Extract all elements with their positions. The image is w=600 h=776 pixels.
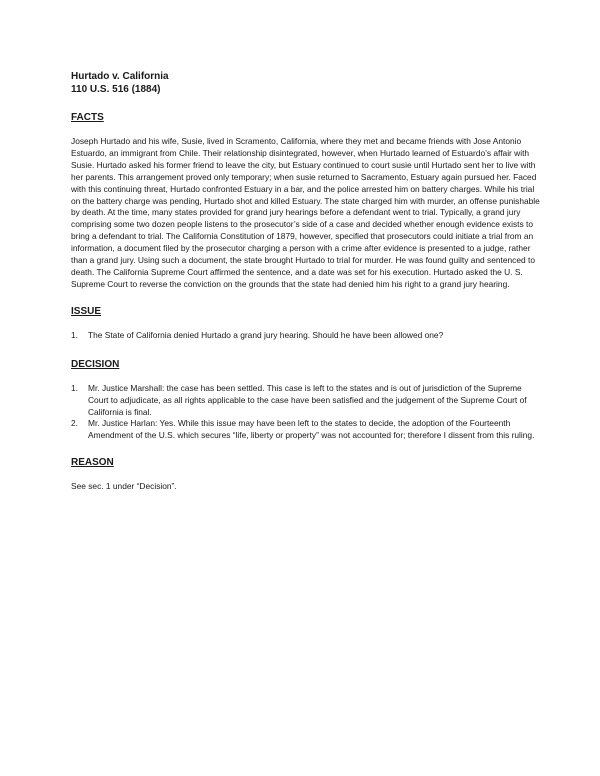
case-title: Hurtado v. California xyxy=(71,71,169,82)
list-item-text: The State of California denied Hurtado a grand jury hearing. Should he have been allowed one? xyxy=(88,329,444,340)
list-item-number: 2. xyxy=(71,418,78,429)
issue-heading: ISSUE xyxy=(71,305,102,317)
case-citation: 110 U.S. 516 (1884) xyxy=(71,84,161,95)
list-item-text: Mr. Justice Harlan: Yes. While this issue may have been left to the states to decide, the adoption of the Fourteenth Amendment of the U.S. which secures “life, liberty or property” was not accounted for; therefore I dissent from this ruling. xyxy=(88,418,535,441)
list-item xyxy=(71,330,543,342)
reason-heading: REASON xyxy=(71,457,114,469)
list-item xyxy=(71,383,543,419)
decision-list xyxy=(71,383,543,443)
list-item-number: 1. xyxy=(71,329,78,340)
reason-paragraph: See sec. 1 under “Decision”. xyxy=(71,481,177,492)
list-item xyxy=(71,418,543,442)
facts-paragraph: Joseph Hurtado and his wife, Susie, lived in Scramento, California, where they met and became friends with Jose Antonio Estuardo, an immigrant from Chile. Their relationship disintegrated, however, when Hurtado learned of Estuardo’s affair with Susie. Hurtado asked his former friend to leave the city, but Estuary continued to court susie until Hurtado sent her to live with her parents. This arrangement proved only temporary; when susie returned to Sacramento, Estuary again pursued her. Faced with this continuing threat, Hurtado confronted Estuary in a bar, and the police arrested him on battery charges. While his trial on the battery charge was pending, Hurtado shot and killed Estuary. The state charged him with murder, an offense punishable by death. At the time, many states provided for grand jury hearings before a defendant went to trial. Typically, a grand jury comprising some two dozen people listens to the prosecutor’s side of a case and decided whether enough evidence exists to bring a defendant to trial. The California Constitution of 1879, however, specified that prosecutors could initiate a trial from an information, a document filed by the prosecutor charging a person with a crime after evidence is presented to a judge, rather than a grand jury. Using such a document, the state brought Hurtado to trial for murder. He was found guilty and sentenced to death. The California Supreme Court affirmed the sentence, and a date was set for his execution. Hurtado asked the U. S. Supreme Court to reverse the conviction on the grounds that the state had denied him his right to a grand jury hearing. xyxy=(71,136,540,289)
document-content xyxy=(71,70,543,493)
issue-list xyxy=(71,330,543,342)
list-item-text: Mr. Justice Marshall: the case has been settled. This case is left to the states and is out of jurisdiction of the Supreme Court to adjudicate, as all rights applicable to the case have been satisfied and the judgement of the Supreme Court of California is final. xyxy=(88,382,527,417)
facts-heading: FACTS xyxy=(71,112,104,123)
decision-heading: DECISION xyxy=(71,358,120,370)
list-item-number: 1. xyxy=(71,382,78,393)
